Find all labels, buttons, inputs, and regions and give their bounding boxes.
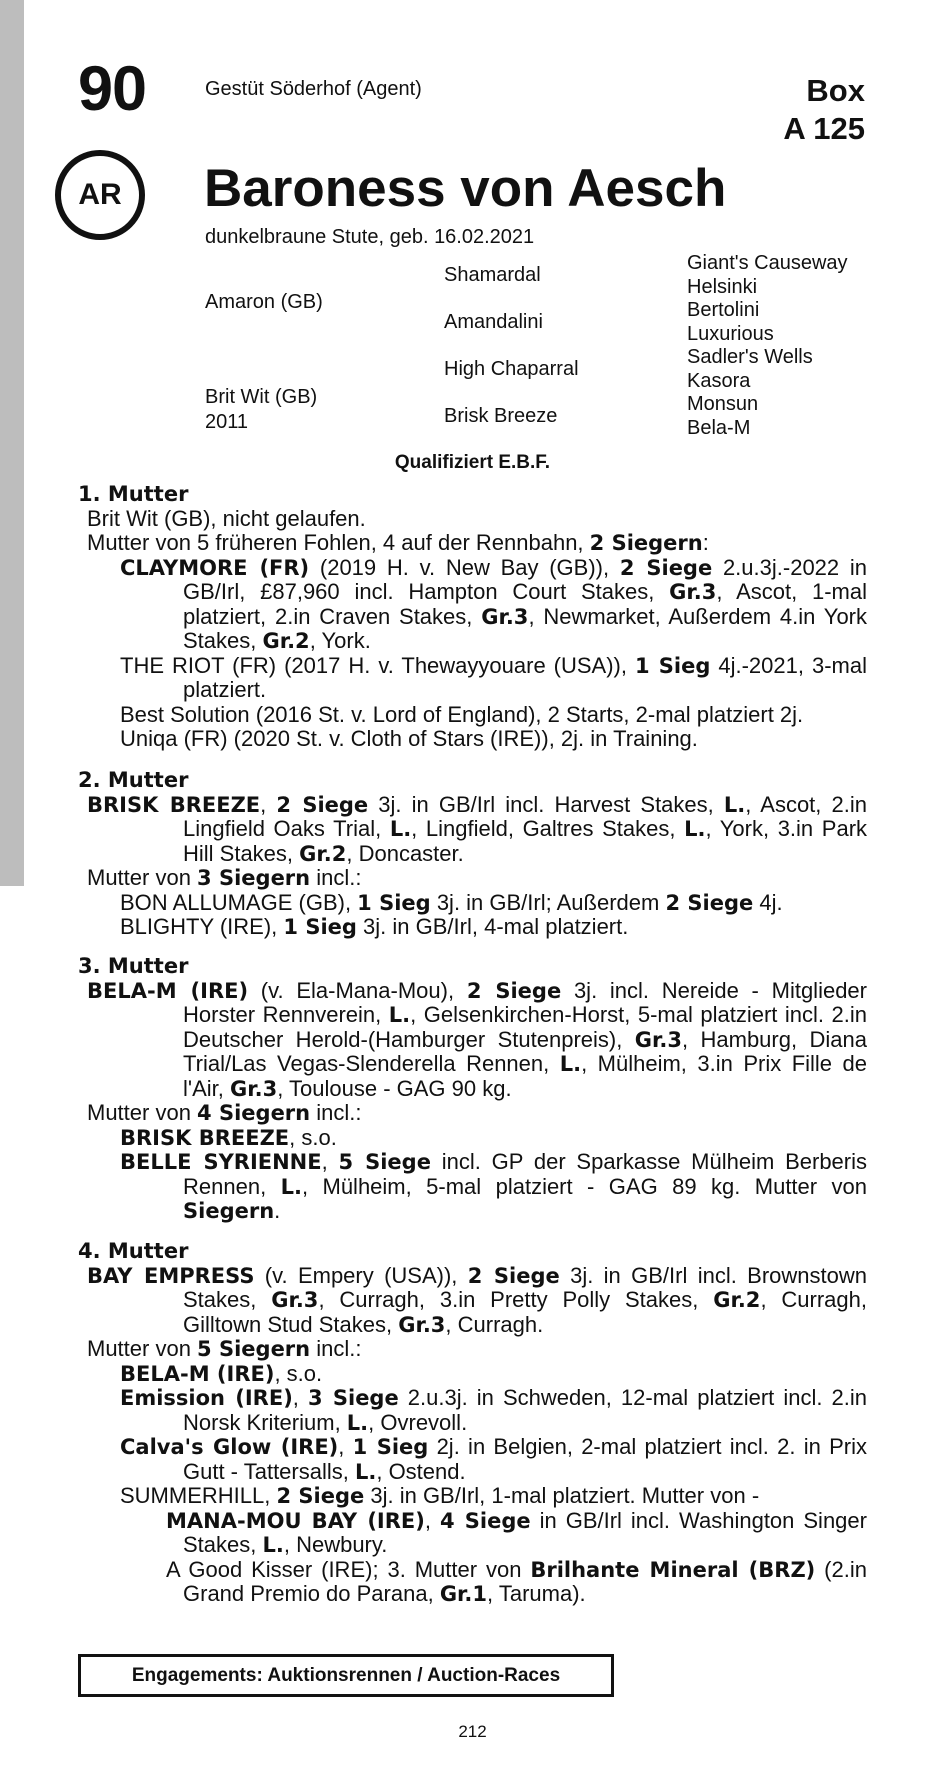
fourth-dam-section (78, 1239, 867, 1607)
qualified-note: Qualifiziert E.B.F. (394, 452, 551, 473)
horse-description: dunkelbraune Stute, geb. 16.02.2021 (205, 226, 535, 248)
pedigree-dam: Brit Wit (GB) (205, 386, 318, 408)
offspring-entry: Best Solution (2016 St. v. Lord of England), 2 Starts, 2-mal platziert 2j. (120, 701, 804, 727)
offspring-entry: BELA-M (IRE), s.o. (120, 1360, 323, 1386)
seller: Gestüt Söderhof (Agent) (205, 78, 422, 100)
offspring-entry: BELLE SYRIENNE, 5 Siege incl. GP der Sparkasse Mülheim Berberis Rennen, L., Mülheim, 5-mal platziert - GAG 89 kg. Mutter von Siegern. (120, 1149, 867, 1223)
pedigree-sire: Amaron (GB) (205, 291, 323, 313)
pedigree-ancestor: Kasora (687, 370, 751, 392)
offspring-entry: MANA-MOU BAY (IRE), 4 Siege in GB/Irl incl. Washington Singer Stakes, L., Newbury. (166, 1507, 867, 1557)
offspring-entry: THE RIOT (FR) (2017 H. v. Thewayyouare (USA)), 1 Sieg 4j.-2021, 3-mal platziert. (120, 652, 867, 702)
offspring-entry: BON ALLUMAGE (GB), 1 Sieg 3j. in GB/Irl; Außerdem 2 Siege 4j. (120, 889, 783, 915)
pedigree-ancestor: Bertolini (687, 299, 760, 321)
produce-summary: Mutter von 5 Siegern incl.: (87, 1336, 362, 1361)
pedigree-ancestor: Monsun (687, 393, 759, 415)
offspring-entry: Uniqa (FR) (2020 St. v. Cloth of Stars (IRE)), 2j. in Training. (120, 726, 698, 751)
section-title: 2. Mutter (78, 768, 189, 792)
pedigree-ancestor: Luxurious (687, 323, 774, 345)
pedigree-ancestor: Sadler's Wells (687, 346, 813, 368)
offspring-entry: Calva's Glow (IRE), 1 Sieg 2j. in Belgien, 2-mal platziert incl. 2. in Prix Gutt - Tattersalls, L., Ostend. (120, 1434, 867, 1484)
pedigree-dam-sire: High Chaparral (444, 358, 579, 380)
offspring-entry: CLAYMORE (FR) (2019 H. v. New Bay (GB)), 2 Siege 2.u.3j.-2022 in GB/Irl, £87,960 incl. Hampton Court Stakes, Gr.3, Ascot, 1-mal platziert, 2.in Craven Stakes, Gr.3, Newmarket, Außerdem 4.in York Stakes, Gr.2, York. (120, 554, 868, 653)
produce-summary: Mutter von 3 Siegern incl.: (87, 865, 362, 890)
pedigree-ancestor: Helsinki (687, 276, 758, 298)
pedigree-ancestor: Bela-M (687, 417, 751, 439)
third-dam-section (78, 954, 867, 1224)
horse-name: Baroness von Aesch (204, 159, 727, 218)
box-label: Box (806, 73, 865, 108)
offspring-entry: SUMMERHILL, 2 Siege 3j. in GB/Irl, 1-mal platziert. Mutter von - (120, 1483, 760, 1508)
engagements-box: Engagements: Auktionsrennen / Auction-Races (78, 1654, 614, 1697)
lot-number: 90 (78, 54, 147, 124)
produce-summary: Mutter von 4 Siegern incl.: (87, 1100, 362, 1125)
offspring-name: CLAYMORE (FR) (120, 555, 310, 580)
pedigree-table (0, 0, 945, 460)
page-number: 212 (458, 1722, 487, 1741)
section-title: 4. Mutter (78, 1239, 189, 1263)
second-dam-section (78, 768, 867, 940)
ar-badge: AR (55, 150, 145, 240)
section-title: 3. Mutter (78, 954, 189, 978)
dam-record: BELA-M (IRE) (v. Ela-Mana-Mou), 2 Siege 3j. incl. Nereide - Mitglieder Horster Rennverein, L., Gelsenkirchen-Horst, 5-mal platziert incl. 2.in Deutscher Herold-(Hamburger Stutenpreis), Gr.3, Hamburg, Diana Trial/Las Vegas-Slenderella Rennen, L., Mülheim, 3.in Prix Fille de l'Air, Gr.3, Toulouse - GAG 90 kg. (87, 977, 868, 1101)
offspring-entry: BLIGHTY (IRE), 1 Sieg 3j. in GB/Irl, 4-mal platziert. (120, 914, 629, 939)
produce-summary: Mutter von 5 früheren Fohlen, 4 auf der Rennbahn, 2 Siegern: (87, 530, 709, 555)
dam-record: BAY EMPRESS (v. Empery (USA)), 2 Siege 3j. in GB/Irl incl. Brownstown Stakes, Gr.3, Curragh, 3.in Pretty Polly Stakes, Gr.2, Curragh, Gilltown Stud Stakes, Gr.3, Curragh. (87, 1262, 867, 1337)
pedigree-ancestor: Giant's Causeway (687, 252, 848, 274)
dam-line: Brit Wit (GB), nicht gelaufen. (87, 505, 366, 531)
section-title: 1. Mutter (78, 482, 189, 506)
pedigree-dam-dam: Brisk Breeze (444, 405, 558, 427)
pedigree-sire-dam: Amandalini (444, 311, 543, 333)
offspring-entry: A Good Kisser (IRE); 3. Mutter von Brilhante Mineral (BRZ) (2.in Grand Premio do Parana, Gr.1, Taruma). (166, 1556, 867, 1606)
first-dam-section (78, 482, 867, 752)
box-number: A 125 (783, 111, 865, 146)
pedigree-sire-sire: Shamardal (444, 264, 541, 286)
dam-record: BRISK BREEZE, 2 Siege 3j. in GB/Irl incl. Harvest Stakes, L., Ascot, 2.in Lingfield Oaks Trial, L., Lingfield, Galtres Stakes, L., York, 3.in Park Hill Stakes, Gr.2, Doncaster. (87, 791, 868, 866)
offspring-entry: BRISK BREEZE, s.o. (120, 1124, 337, 1150)
pedigree-dam-year: 2011 (205, 411, 249, 433)
offspring-entry: Emission (IRE), 3 Siege 2.u.3j. in Schweden, 12-mal platziert incl. 2.in Norsk Kriterium, L., Ovrevoll. (120, 1385, 867, 1435)
